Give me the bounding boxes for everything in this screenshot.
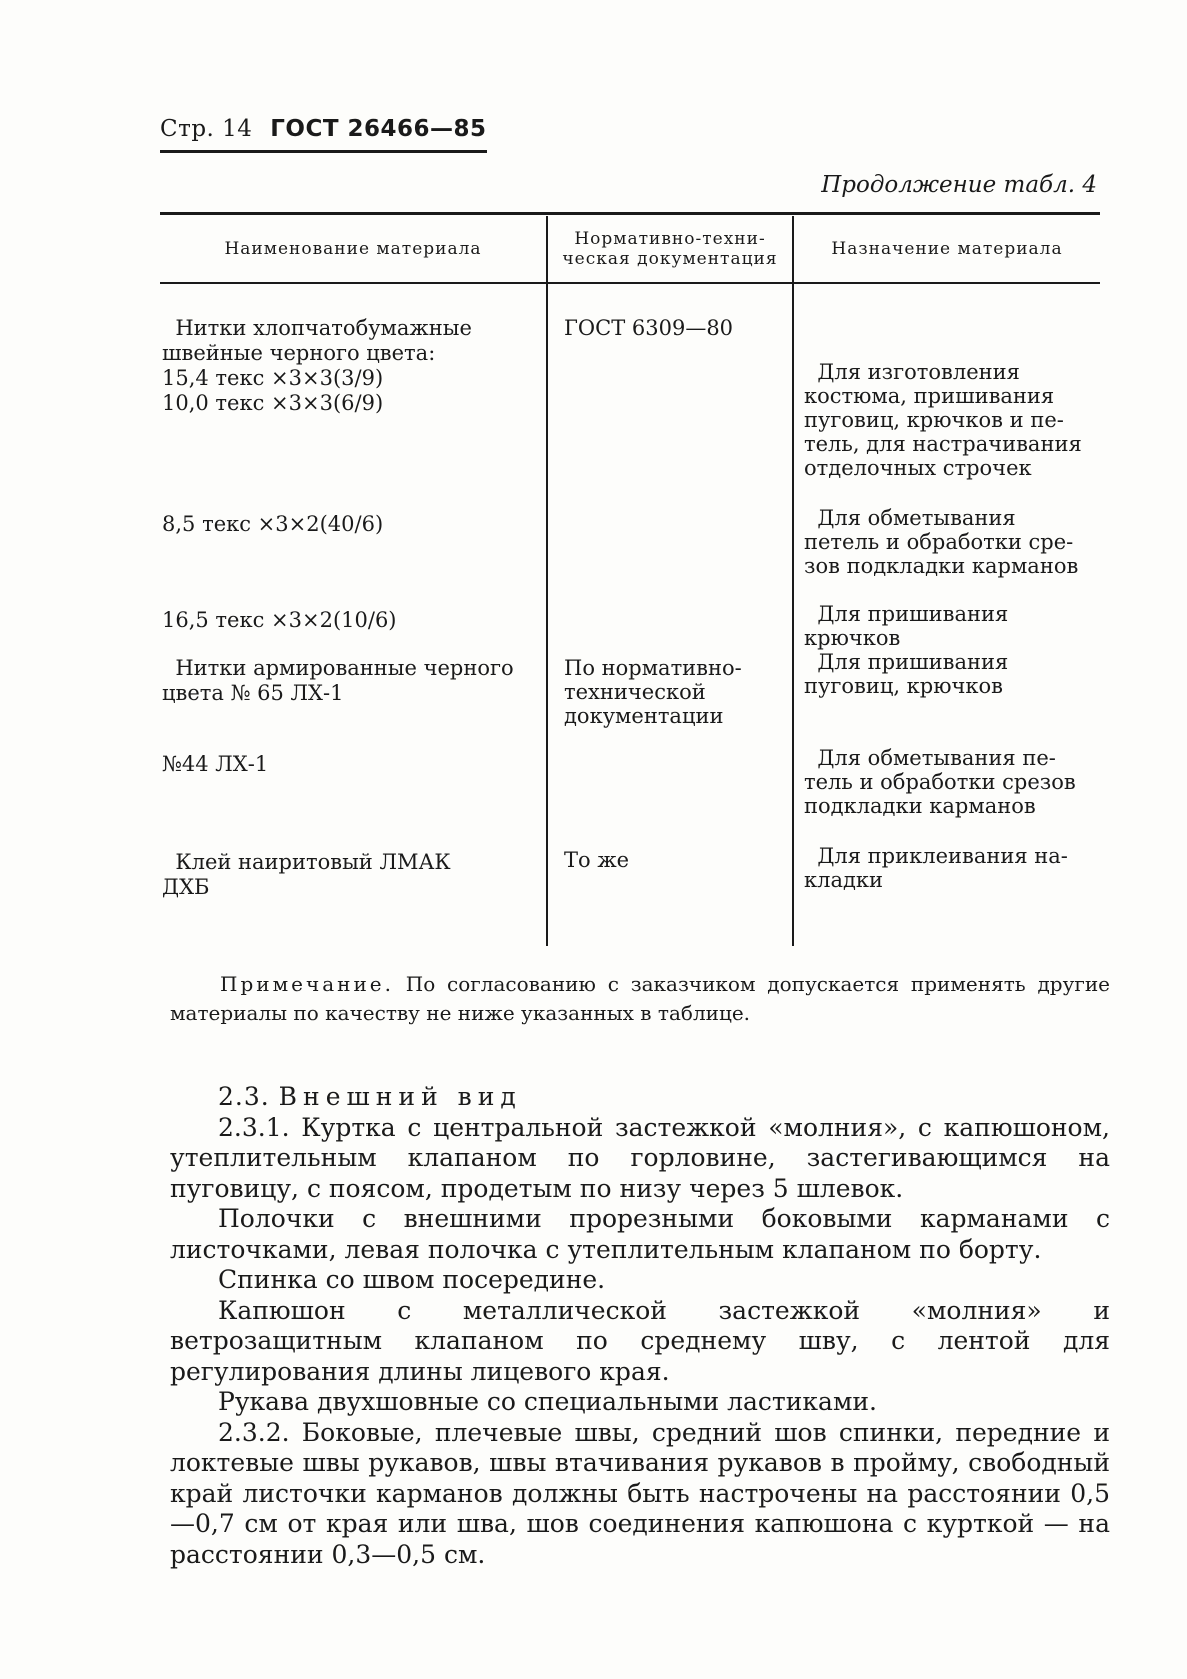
section-heading <box>170 1082 1110 1113</box>
column-header-name: Наименование материала <box>224 239 482 259</box>
table-cell-purpose: Для обметывания пе- тель и обработки срезов подкладки карманов <box>804 746 1076 818</box>
table-cell-name: Нитки хлопчатобумажные швейные черного цвета: 15,4 текс ×3×3(3/9) 10,0 текс ×3×3(6/9) <box>162 316 472 415</box>
column-divider <box>792 216 794 946</box>
column-header-doc: Нормативно-техни- ческая документация <box>562 229 778 269</box>
table-cell-purpose: Для пришивания крючков <box>804 602 1009 650</box>
table-cell-name: Клей наиритовый ЛМАК ДХБ <box>162 850 451 899</box>
paragraph: Капюшон с металлической застежкой «молния» и ветрозащитным клапаном по среднему шву, с лентой для регулирования длины лицевого края. <box>170 1295 1110 1386</box>
table-cell-name: Нитки армированные черного цвета № 65 ЛХ-1 <box>162 656 514 705</box>
paragraph: 2.3.2. Боковые, плечевые швы, средний шов спинки, передние и локтевые швы рукавов, швы втачивания рукавов в пройму, свободный край листочки карманов должны быть настрочены на расстоянии 0,5—0,7 см от края или шва, шов соединения капюшона с курткой — на расстоянии 0,3—0,5 см. <box>170 1417 1110 1569</box>
table-cell-name: №44 ЛХ-1 <box>162 752 269 776</box>
section-number: 2.3. <box>218 1082 270 1111</box>
table-continuation-label: Продолжение табл. 4 <box>821 172 1097 198</box>
table-note <box>170 970 1110 1028</box>
page-number: Стр. 14 <box>160 116 253 142</box>
table-cell-name: 16,5 текс ×3×2(10/6) <box>162 608 397 632</box>
table-cell-doc: ГОСТ 6309—80 <box>564 316 734 340</box>
table-header-rule <box>160 282 1100 284</box>
paragraph: Рукава двухшовные со специальными ластиками. <box>218 1387 878 1416</box>
paragraph: Полочки с внешними прорезными боковыми карманами с листочками, левая полочка с утеплительным клапаном по борту. <box>170 1204 1110 1264</box>
section-title: Внешний вид <box>278 1082 522 1111</box>
section-body <box>170 1082 1110 1570</box>
table-cell-purpose: Для пришивания пуговиц, крючков <box>804 650 1009 698</box>
page-header <box>160 116 487 153</box>
paragraph: Спинка со швом посередине. <box>218 1265 606 1294</box>
materials-table <box>160 212 1100 946</box>
column-divider <box>546 216 548 946</box>
column-header-purpose: Назначение материала <box>831 239 1063 259</box>
table-cell-purpose: Для приклеивания на- кладки <box>804 844 1068 892</box>
standard-number: ГОСТ 26466—85 <box>270 116 487 142</box>
table-cell-name: 8,5 текс ×3×2(40/6) <box>162 512 384 536</box>
note-text: По согласованию с заказчиком допускается применять другие материалы по качеству не ниже указанных в таблице. <box>170 972 1110 1025</box>
table-cell-purpose: Для обметывания петель и обработки сре- зов подкладки карманов <box>804 506 1079 578</box>
paragraph: 2.3.1. Куртка с центральной застежкой «молния», с капюшоном, утеплительным клапаном по горловине, застегивающимся на пуговицу, с поясом, продетым по низу через 5 шлевок. <box>170 1112 1110 1203</box>
table-cell-purpose: Для изготовления костюма, пришивания пуговиц, крючков и пе- тель, для настрачивания отделочных строчек <box>804 360 1082 480</box>
table-cell-doc: По нормативно- технической документации <box>564 656 742 728</box>
note-label: Примечание. <box>220 972 394 996</box>
table-top-rule <box>160 212 1100 215</box>
table-cell-doc: То же <box>564 848 630 872</box>
